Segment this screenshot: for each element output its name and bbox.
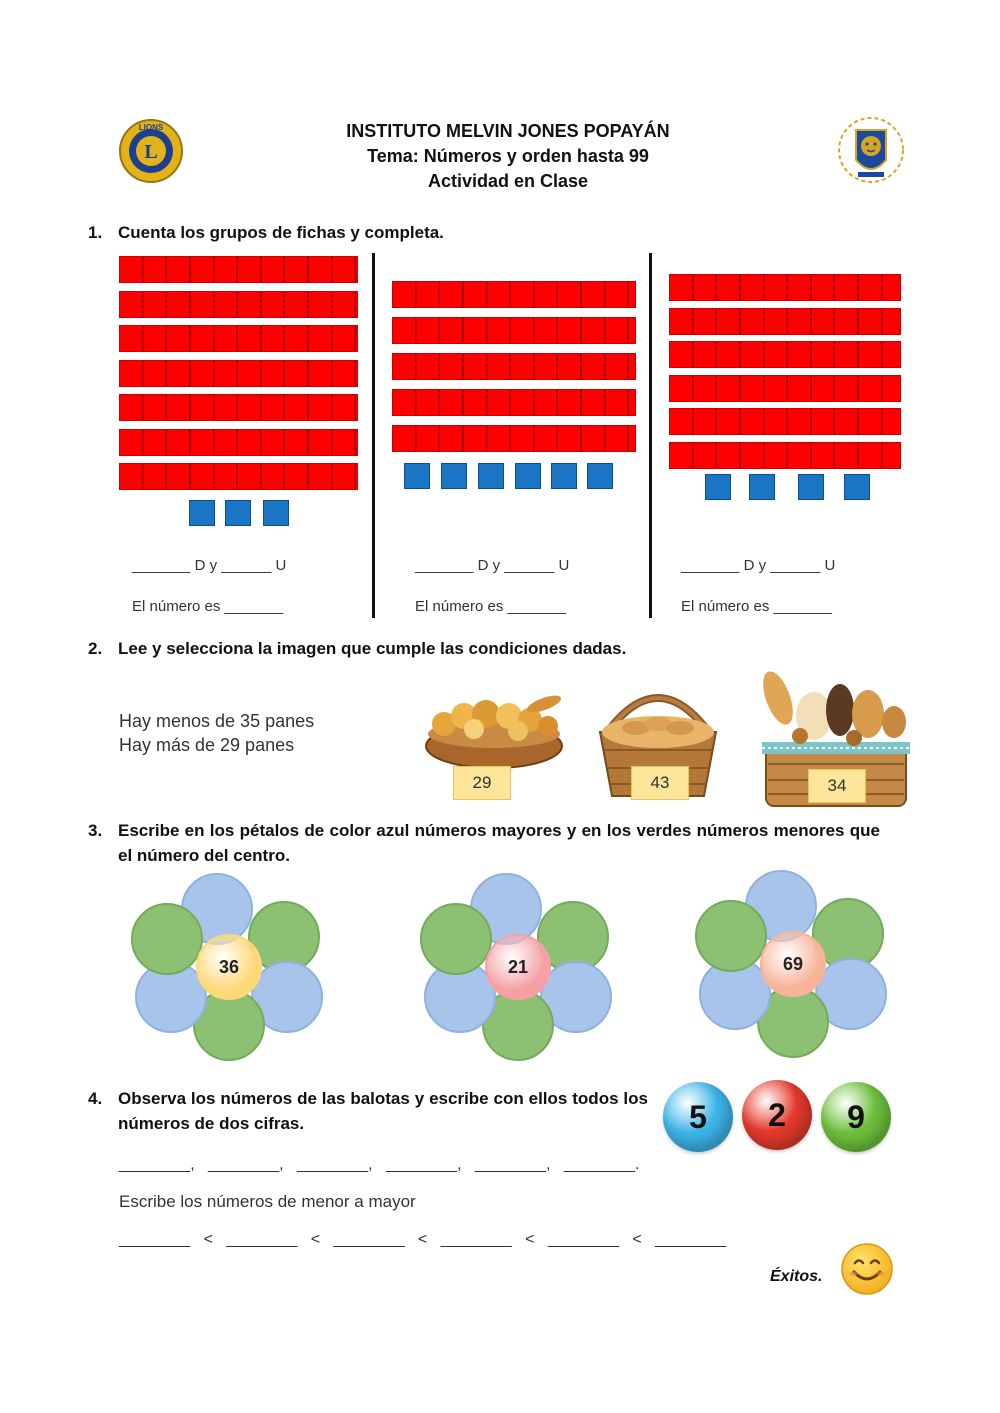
- tens-units-line-2[interactable]: _______ D y ______ U: [415, 557, 570, 574]
- ten-rod: [669, 442, 901, 469]
- svg-text:LIONS: LIONS: [138, 123, 164, 132]
- green-petal[interactable]: [420, 903, 492, 975]
- ten-rod: [119, 256, 358, 283]
- lottery-ball-2: 2: [742, 1080, 812, 1150]
- ten-rod: [669, 375, 901, 402]
- ten-rod: [392, 389, 636, 416]
- lottery-ball-9: 9: [821, 1082, 891, 1152]
- flower-center: 69: [760, 931, 826, 997]
- divider-line: [372, 253, 375, 618]
- number-line-1[interactable]: El número es _______: [132, 598, 283, 615]
- number-line-3[interactable]: El número es _______: [681, 598, 832, 615]
- unit-cube: [749, 474, 775, 500]
- question-number: 2.: [88, 639, 103, 658]
- order-instruction: Escribe los números de menor a mayor: [119, 1192, 416, 1211]
- unit-cube: [478, 463, 504, 489]
- green-petal[interactable]: [131, 903, 203, 975]
- ten-rod: [392, 317, 636, 344]
- flower-center: 21: [485, 934, 551, 1000]
- unit-cube: [441, 463, 467, 489]
- green-petal[interactable]: [695, 900, 767, 972]
- school-name: INSTITUTO MELVIN JONES POPAYÁN: [346, 121, 670, 141]
- unit-cube: [263, 500, 289, 526]
- closing-text: Éxitos.: [770, 1268, 823, 1285]
- question-text: Observa los números de las balotas y escribe con ellos todos los números de dos cifras.: [118, 1089, 648, 1133]
- ten-rod: [119, 291, 358, 318]
- tens-units-line-3[interactable]: _______ D y ______ U: [681, 557, 836, 574]
- unit-cube: [189, 500, 215, 526]
- unit-cube: [515, 463, 541, 489]
- question-3: [88, 818, 880, 868]
- question-number: 1.: [88, 223, 103, 242]
- ten-rod: [669, 408, 901, 435]
- lions-logo: [118, 118, 184, 184]
- question-text: Lee y selecciona la imagen que cumple las condiciones dadas.: [118, 639, 627, 658]
- divider-line: [649, 253, 652, 618]
- ten-rod: [669, 274, 901, 301]
- ten-rod: [392, 353, 636, 380]
- condition-less: Hay menos de 35 panes: [119, 711, 315, 731]
- unit-cube: [404, 463, 430, 489]
- tens-units-line-1[interactable]: _______ D y ______ U: [132, 557, 287, 574]
- lottery-ball-5: 5: [663, 1082, 733, 1152]
- unit-cube: [551, 463, 577, 489]
- ten-rod: [119, 325, 358, 352]
- unit-cube: [844, 474, 870, 500]
- ten-rod: [119, 429, 358, 456]
- flower-center: 36: [196, 934, 262, 1000]
- topic-title: Tema: Números y orden hasta 99: [367, 146, 649, 166]
- number-line-2[interactable]: El número es _______: [415, 598, 566, 615]
- basket-label-3[interactable]: 34: [808, 769, 866, 803]
- question-1: [88, 223, 444, 243]
- ten-rod: [119, 360, 358, 387]
- ten-rod: [669, 341, 901, 368]
- question-4: [88, 1086, 648, 1136]
- unit-cube: [225, 500, 251, 526]
- svg-text:L: L: [144, 141, 158, 163]
- ten-rod: [119, 463, 358, 490]
- unit-cube: [798, 474, 824, 500]
- ten-rod: [392, 281, 636, 308]
- question-text: Cuenta los grupos de fichas y completa.: [118, 223, 444, 242]
- smiley-icon: [840, 1242, 894, 1296]
- ten-rod: [119, 394, 358, 421]
- two-digit-blanks[interactable]: ________, ________, ________, ________, ________, ________.: [119, 1156, 640, 1173]
- ten-rod: [392, 425, 636, 452]
- activity-title: Actividad en Clase: [427, 171, 589, 191]
- order-blanks[interactable]: ________ < ________ < ________ < ________ < ________ < ________: [119, 1231, 727, 1248]
- condition-more: Hay más de 29 panes: [119, 735, 295, 755]
- unit-cube: [705, 474, 731, 500]
- question-number: 3.: [88, 821, 103, 840]
- basket-label-1[interactable]: 29: [453, 766, 511, 800]
- ten-rod: [669, 308, 901, 335]
- question-2: [88, 639, 626, 659]
- question-number: 4.: [88, 1089, 103, 1108]
- basket-label-2[interactable]: 43: [631, 766, 689, 800]
- question-text: Escribe en los pétalos de color azul números mayores y en los verdes números menores que el número del centro.: [118, 821, 880, 865]
- unit-cube: [587, 463, 613, 489]
- school-crest-logo: [836, 116, 906, 188]
